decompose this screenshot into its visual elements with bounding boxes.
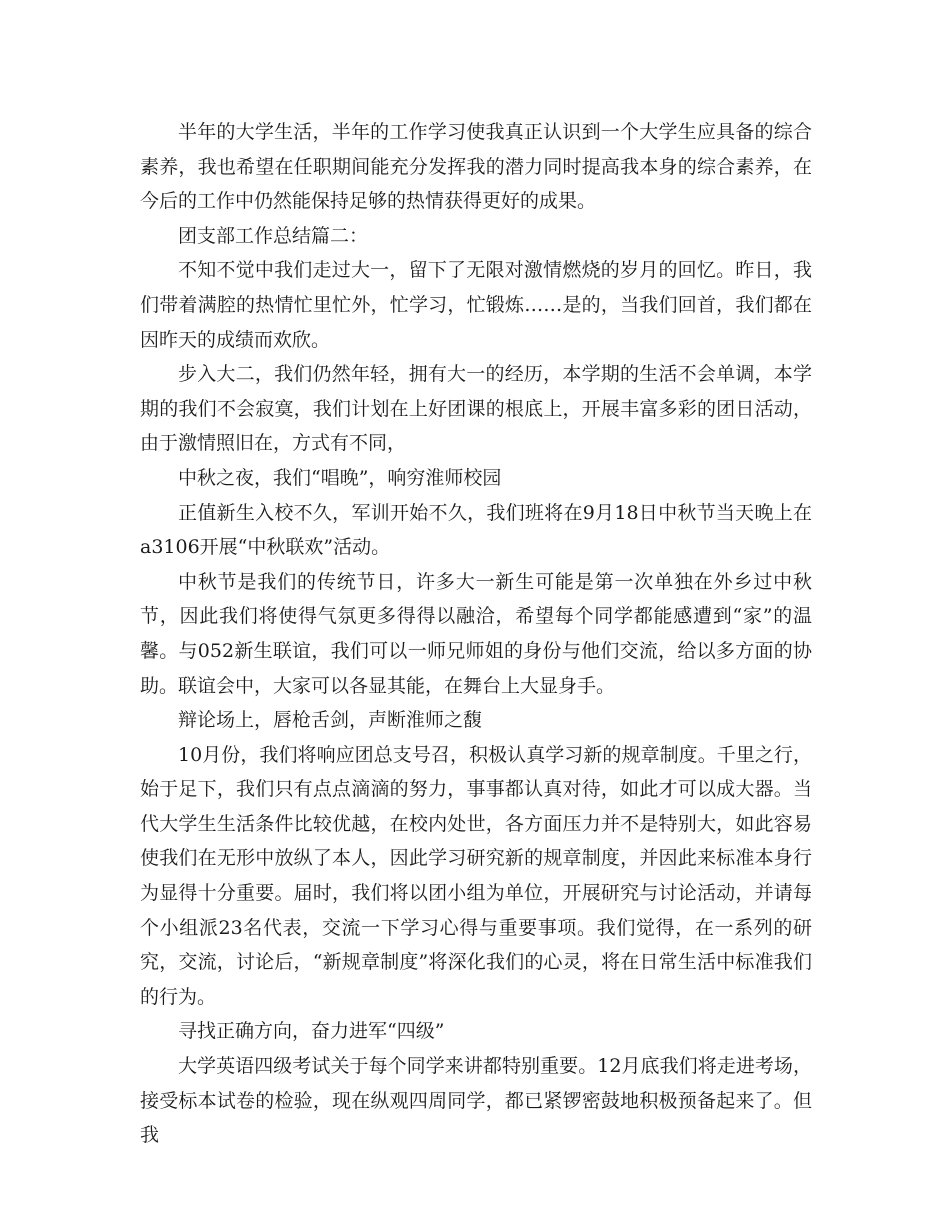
document-body [140, 115, 812, 1153]
paragraph-sophomore-plan: 步入大二，我们仍然年轻，拥有大一的经历，本学期的生活不会单调，本学期的我们不会寂寞，我们计划在上好团课的根底上，开展丰富多彩的团日活动，由于激情照旧在，方式有不同， [140, 363, 812, 455]
subheading-cet4: 寻找正确方向，奋力进军“四级” [178, 1020, 445, 1043]
paragraph-mid-autumn-detail: 中秋节是我们的传统节日，许多大一新生可能是第一次单独在外乡过中秋节，因此我们将使得气氛更多得得以融洽，希望每个同学都能感遭到“家”的温馨。与052新生联谊，我们可以一师兄师姐的身份与他们交流，给以多方面的协助。联谊会中，大家可以各显其能，在舞台上大显身手。 [140, 570, 812, 697]
subheading-debate: 辩论场上，唇枪舌剑，声断淮师之馥 [178, 709, 483, 732]
paragraph-intro: 不知不觉中我们走过大一，留下了无限对激情燃烧的岁月的回忆。昨日，我们带着满腔的热情忙里忙外，忙学习，忙锻炼……是的，当我们回首，我们都在因昨天的成绩而欢欣。 [140, 259, 812, 351]
paragraph-cet4: 大学英语四级考试关于每个同学来讲都特别重要。12月底我们将走进考场，接受标本试卷的检验，现在纵观四周同学，都已紧锣密鼓地积极预备起来了。但我 [140, 1055, 812, 1147]
subheading-mid-autumn: 中秋之夜，我们“唱晚”，响穷淮师校园 [178, 466, 502, 489]
paragraph-mid-autumn-event: 正值新生入校不久，军训开始不久，我们班将在9月18日中秋节当天晚上在a3106开展“中秋联欢”活动。 [140, 501, 812, 559]
section-heading-part-two: 团支部工作总结篇二： [178, 224, 369, 247]
paragraph-summary: 半年的大学生活，半年的工作学习使我真正认识到一个大学生应具备的综合素养，我也希望在任职期间能充分发挥我的潜力同时提高我本身的综合素养，在今后的工作中仍然能保持足够的热情获得更好的成果。 [140, 121, 812, 213]
paragraph-regulations: 10月份，我们将响应团总支号召，积极认真学习新的规章制度。千里之行，始于足下，我们只有点点滴滴的努力，事事都认真对待，如此才可以成大器。当代大学生生活条件比较优越，在校内处世，各方面压力并不是特别大，如此容易使我们在无形中放纵了本人，因此学习研究新的规章制度，并因此来标准本身行为显得十分重要。届时，我们将以团小组为单位，开展研究与讨论活动，并请每个小组派23名代表，交流一下学习心得与重要事项。我们觉得，在一系列的研究，交流，讨论后，“新规章制度”将深化我们的心灵，将在日常生活中标准我们的行为。 [140, 743, 812, 1008]
